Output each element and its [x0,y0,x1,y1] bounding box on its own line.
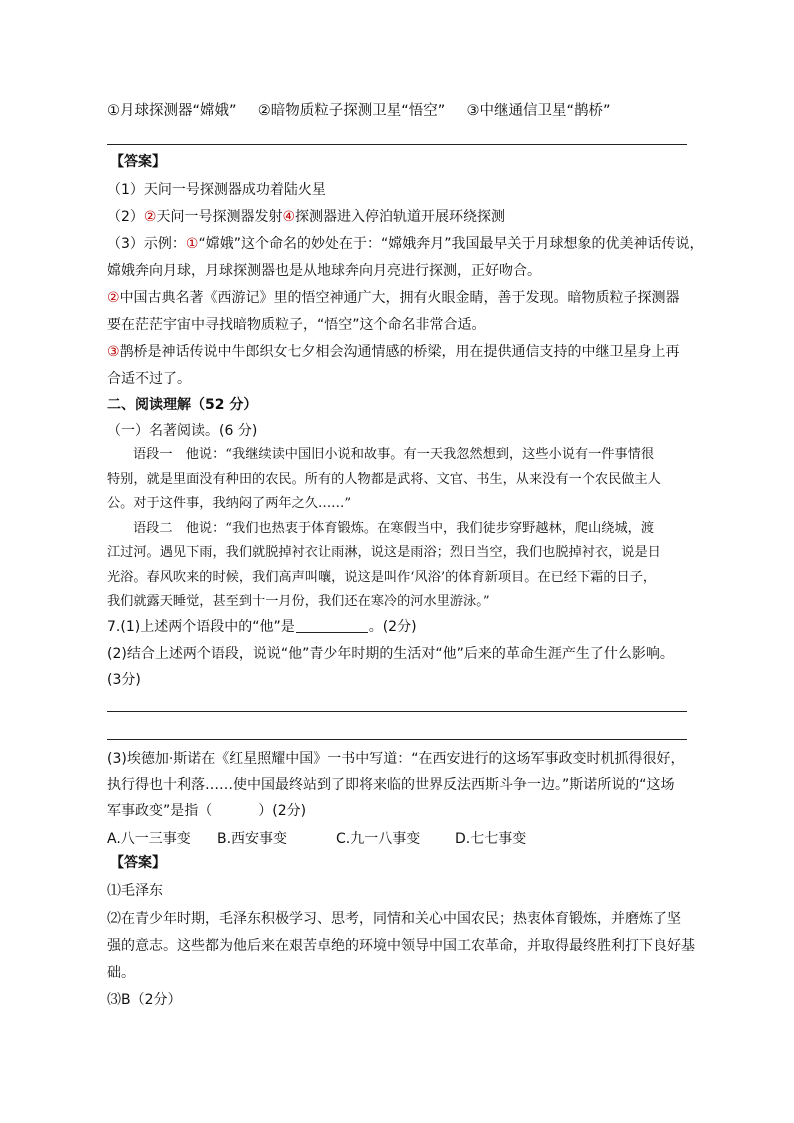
top-options-line [107,101,697,121]
option-3: ③中继通信卫星“鹊桥” [466,103,611,119]
answer-heading-2: 【答案】 [110,855,166,871]
passage-1-line2: 特别，就是里面没有种田的农民。所有的人物都是武将、文官、书生，从来没有一个农民做主人 [107,472,661,487]
question-7-2-line1: (2)结合上述两个语段，说说“他”青少年时期的生活对“他”后来的革命生涯产生了什么影响。 [107,646,674,662]
section-title: 二、阅读理解（52 分） [107,397,258,413]
passage-2-line4: 我们就露天睡觉，甚至到十一月份，我们还在寒冷的河水里游泳。” [107,594,490,609]
answer-2-a1: ⑴毛泽东 [107,883,163,899]
question-7-1: 7.(1)上述两个语段中的“他”是 。(2分) [107,619,417,635]
passage-2-line3: 光浴。春风吹来的时候，我们高声叫嚷，说这是叫作‘风浴’的体育新项目。在已经下霜的日子， [107,570,657,585]
question-7-3-line3: 军事政变”是指（ ）(2分) [107,803,307,819]
passage-1-line3: 公。对于这件事，我纳闷了两年之久……” [107,496,352,511]
option-1: ①月球探测器“嫦娥” [107,103,237,119]
answer-1-q3-line2: 嫦娥奔向月球，月球探测器也是从地球奔向月亮进行探测，正好吻合。 [107,263,541,279]
circled-mark: ④ [282,209,296,225]
option-c[interactable]: C.九一八事变 [336,831,421,847]
answer-heading-1: 【答案】 [110,154,166,170]
passage-2-line1: 语段二 他说：“我们也热衷于体育锻炼。在寒假当中，我们徒步穿野越林，爬山绕城，渡 [133,521,655,536]
circled-mark: ② [107,290,120,306]
question-7-3-line1: (3)埃德加·斯诺在《红星照耀中国》一书中写道：“在西安进行的这场军事政变时机抓得很好， [107,751,685,767]
answer-2-a2-line3: 础。 [107,965,135,981]
question-7-2-line2: (3分) [107,672,141,688]
option-b[interactable]: B.西安事变 [217,831,288,847]
answer-line-1 [107,144,687,145]
answer-1-q1: （1）天问一号探测器成功着陆火星 [107,182,326,198]
answer-1-q2: （2）②天问一号探测器发射④探测器进入停泊轨道开展环绕探测 [107,209,506,225]
answer-2-a2-line2: 强的意志。这些都为他后来在艰苦卓绝的环境中领导中国工农革命，并取得最终胜利打下良好基 [107,938,695,954]
answer-1-q3-line1: （3）示例：①“嫦娥”这个命名的妙处在于：“嫦娥奔月”我国最早关于月球想象的优美神话传说， [107,236,704,252]
circled-mark: ① [185,236,199,252]
passage-1-line1: 语段一 他说：“我继续读中国旧小说和故事。有一天我忽然想到，这些小说有一件事情很 [133,447,655,462]
option-d[interactable]: D.七七事变 [455,831,527,847]
answer-blank[interactable] [296,618,368,633]
answer-1-q3-line6: 合适不过了。 [107,371,191,387]
circled-mark: ② [143,209,157,225]
answer-line-3 [107,739,687,740]
circled-mark: ③ [107,344,120,360]
question-7-3-line2: 执行得也十利落……使中国最终站到了即将来临的世界反法西斯斗争一边。”斯诺所说的“这场 [107,777,675,793]
answer-1-q3-line3: ②中国古典名著《西游记》里的悟空神通广大，拥有火眼金睛，善于发现。暗物质粒子探测器 [107,290,680,306]
passage-2-line2: 江过河。遇见下雨，我们就脱掉衬衣让雨淋，说这是雨浴；烈日当空，我们也脱掉衬衣，说是日 [107,545,661,560]
answer-2-a2-line1: ⑵在青少年时期，毛泽东积极学习、思考，同情和关心中国农民；热衷体育锻炼，并磨炼了坚 [107,911,681,927]
answer-line-2 [107,711,687,712]
option-2: ②暗物质粒子探测卫星“悟空” [257,103,446,119]
answer-2-a3: ⑶B（2分） [107,992,182,1008]
option-a[interactable]: A.八一三事变 [107,831,191,847]
answer-1-q3-line5: ③鹊桥是神话传说中牛郎织女七夕相会沟通情感的桥梁，用在提供通信支持的中继卫星身上再 [107,344,680,360]
answer-1-q3-line4: 要在茫茫宇宙中寻找暗物质粒子，“悟空”这个命名非常合适。 [107,317,486,333]
subsection-title: （一）名著阅读。(6 分) [107,423,258,439]
